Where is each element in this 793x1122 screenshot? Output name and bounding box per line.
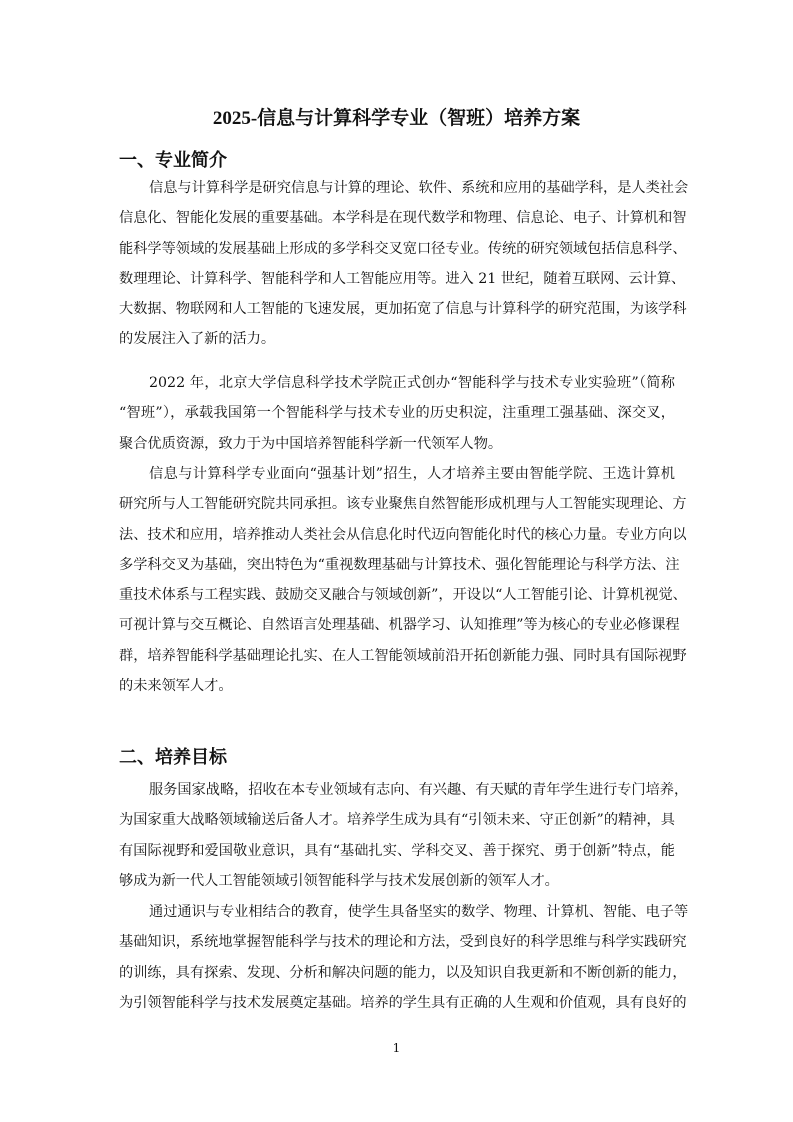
- text-line: 聚合优质资源，致力于为中国培养智能科学新一代领军人物。: [119, 435, 503, 452]
- text-line: 的未来领军人才。: [119, 678, 233, 695]
- text-line: 通过通识与专业相结合的教育，使学生具备坚实的数学、物理、计算机、智能、电子等: [149, 904, 689, 920]
- text-line: 可视计算与交互概论、自然语言处理基础、机器学习、认知推理”等为核心的专业必修课程: [119, 617, 680, 634]
- text-line: 2022 年，北京大学信息科学技术学院正式创办“智能科学与技术专业实验班”（简称: [149, 375, 675, 391]
- document-title: 2025-信息与计算科学专业（智班）培养方案: [212, 108, 581, 129]
- text-line: 为国家重大战略领域输送后备人才。培养学生成为具有“引领未来、守正创新”的精神，具: [119, 812, 675, 829]
- paragraph: [119, 173, 689, 355]
- text-line: 服务国家战略，招收在本专业领域有志向、有兴趣、有天赋的青年学生进行专门培养，: [149, 782, 689, 798]
- text-line: 的训练，具有探索、发现、分析和解决问题的能力，以及知识自我更新和不断创新的能力，: [119, 964, 687, 981]
- paragraph: [119, 459, 687, 701]
- section-heading-intro: 一、专业简介: [119, 150, 227, 171]
- text-line: 法、技术和应用，培养推动人类社会从信息化时代迈向智能化时代的核心力量。专业方向以: [119, 526, 687, 543]
- text-line: 群，培养智能科学基础理论扎实、在人工智能领域前沿开拓创新能力强、同时具有国际视野: [119, 647, 687, 664]
- text-line: 研究所与人工智能研究院共同承担。该专业聚焦自然智能形成机理与人工智能实现理论、方: [119, 496, 687, 513]
- text-line: 基础知识，系统地掌握智能科学与技术的理论和方法，受到良好的科学思维与科学实践研究: [119, 934, 687, 951]
- text-line: 大数据、物联网和人工智能的飞速发展，更加拓宽了信息与计算科学的研究范围，为该学科: [119, 301, 687, 318]
- text-line: 够成为新一代人工智能领域引领智能科学与技术发展创新的领军人才。: [119, 872, 559, 889]
- text-line: 信息与计算科学是研究信息与计算的理论、软件、系统和应用的基础学科，是人类社会: [149, 180, 689, 196]
- text-line: 重技术体系与工程实践、鼓励交叉融合与领域创新”，开设以“人工智能引论、计算机视觉、: [119, 587, 687, 604]
- text-line: 能科学等领域的发展基础上形成的多学科交叉宽口径专业。传统的研究领域包括信息科学、: [119, 240, 687, 257]
- paragraph: [119, 775, 689, 896]
- text-line: 多学科交叉为基础，突出特色为“重视数理基础与计算技术、强化智能理论与科学方法、注: [119, 556, 680, 573]
- text-line: 的发展注入了新的活力。: [119, 331, 276, 348]
- paragraph: [119, 897, 689, 1018]
- text-line: 信息与计算科学专业面向“强基计划”招生，人才培养主要由智能学院、王选计算机: [149, 466, 675, 482]
- text-line: “智班”），承载我国第一个智能科学与技术专业的历史积淀，注重理工强基础、深交叉，: [119, 405, 675, 422]
- paragraph: [119, 368, 675, 459]
- text-line: 信息化、智能化发展的重要基础。本学科是在现代数学和物理、信息论、电子、计算机和智: [119, 210, 687, 227]
- text-line: 有国际视野和爱国敬业意识，具有“基础扎实、学科交叉、善于探究、勇于创新”特点，能: [119, 842, 675, 859]
- text-line: 为引领智能科学与技术发展奠定基础。培养的学生具有正确的人生观和价值观，具有良好的: [119, 994, 687, 1011]
- text-line: 数理理论、计算科学、智能科学和人工智能应用等。进入 21 世纪，随着互联网、云计算、: [119, 270, 686, 287]
- page-number: 1: [392, 1041, 401, 1055]
- section-heading-goals: 二、培养目标: [119, 747, 227, 768]
